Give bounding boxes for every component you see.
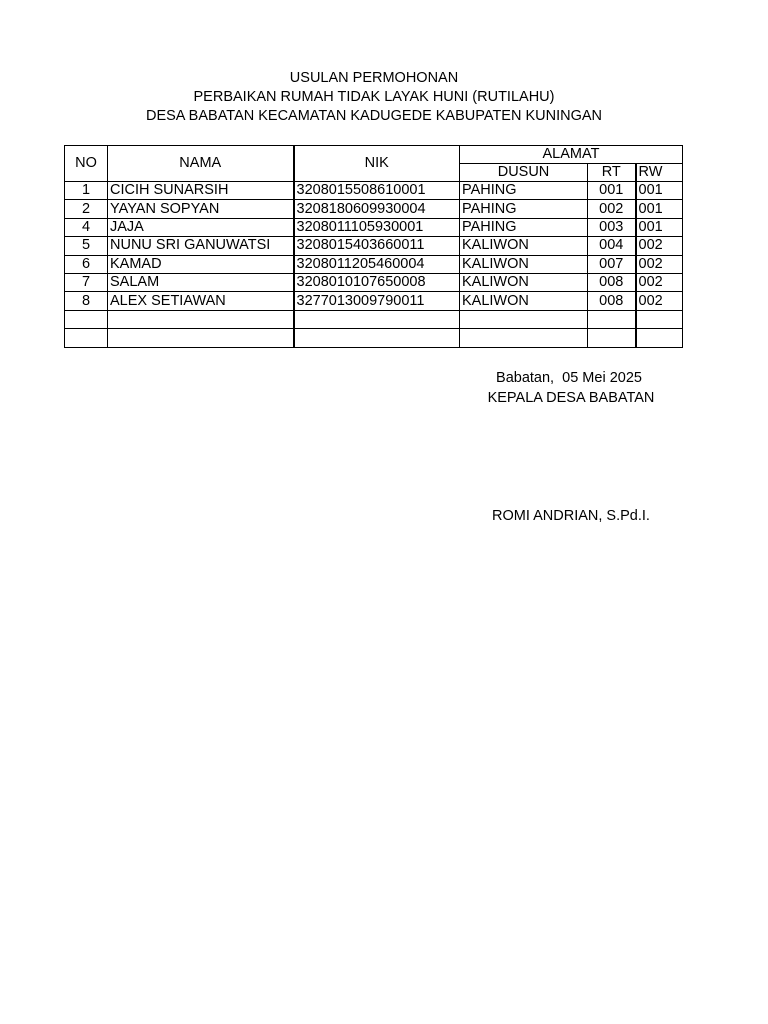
cell-nik: 3208011105930001 [294, 218, 460, 236]
cell-no [65, 329, 108, 347]
cell-nik: 3277013009790011 [294, 292, 460, 310]
cell-nik [294, 329, 460, 347]
cell-rt [588, 329, 636, 347]
cell-dusun: KALIWON [460, 273, 588, 291]
cell-dusun: KALIWON [460, 255, 588, 273]
cell-nik: 3208010107650008 [294, 273, 460, 291]
cell-dusun: PAHING [460, 182, 588, 200]
cell-nama: KAMAD [108, 255, 294, 273]
cell-dusun: PAHING [460, 200, 588, 218]
cell-nama: SALAM [108, 273, 294, 291]
col-header-rt: RT [588, 164, 636, 182]
cell-nama: YAYAN SOPYAN [108, 200, 294, 218]
table-row [65, 218, 683, 236]
col-header-nik: NIK [294, 146, 460, 182]
cell-no [65, 310, 108, 328]
cell-rw: 001 [636, 200, 683, 218]
cell-no: 2 [65, 200, 108, 218]
cell-rt: 003 [588, 218, 636, 236]
cell-rw: 002 [636, 292, 683, 310]
table-row [65, 310, 683, 328]
table-row [65, 182, 683, 200]
col-header-rw: RW [636, 164, 683, 182]
applicant-table [64, 145, 683, 348]
signature-position: KEPALA DESA BABATAN [487, 390, 655, 406]
cell-rw [636, 329, 683, 347]
table-row [65, 255, 683, 273]
cell-rt: 004 [588, 237, 636, 255]
cell-rw: 001 [636, 218, 683, 236]
cell-nama: ALEX SETIAWAN [108, 292, 294, 310]
header-title: USULAN PERMOHONAN [289, 70, 459, 86]
cell-dusun: KALIWON [460, 292, 588, 310]
cell-rw: 002 [636, 237, 683, 255]
cell-rt: 007 [588, 255, 636, 273]
cell-rt [588, 310, 636, 328]
cell-no: 1 [65, 182, 108, 200]
header-location: DESA BABATAN KECAMATAN KADUGEDE KABUPATEN KUNINGAN [145, 108, 603, 124]
cell-no: 8 [65, 292, 108, 310]
document-header [0, 69, 748, 126]
signature-place-date: Babatan, 05 Mei 2025 [496, 370, 642, 386]
cell-nama [108, 329, 294, 347]
cell-rw [636, 310, 683, 328]
header-subtitle: PERBAIKAN RUMAH TIDAK LAYAK HUNI (RUTILAHU) [193, 89, 555, 105]
cell-nik: 3208015508610001 [294, 182, 460, 200]
cell-nama: JAJA [108, 218, 294, 236]
cell-no: 7 [65, 273, 108, 291]
signature-name: ROMI ANDRIAN, S.Pd.I. [492, 508, 650, 524]
cell-rt: 002 [588, 200, 636, 218]
cell-dusun: KALIWON [460, 237, 588, 255]
col-header-no: NO [65, 146, 108, 182]
cell-nik: 3208011205460004 [294, 255, 460, 273]
col-header-nama: NAMA [108, 146, 294, 182]
table-row [65, 329, 683, 347]
table-header-row [65, 146, 683, 164]
cell-no: 4 [65, 218, 108, 236]
table-row [65, 273, 683, 291]
col-header-dusun: DUSUN [460, 164, 588, 182]
col-header-alamat: ALAMAT [460, 146, 683, 164]
cell-rt: 008 [588, 292, 636, 310]
cell-nama: NUNU SRI GANUWATSI [108, 237, 294, 255]
cell-rt: 001 [588, 182, 636, 200]
table-row [65, 292, 683, 310]
cell-rw: 002 [636, 255, 683, 273]
cell-no: 6 [65, 255, 108, 273]
cell-nik: 3208015403660011 [294, 237, 460, 255]
cell-nama: CICIH SUNARSIH [108, 182, 294, 200]
cell-nik: 3208180609930004 [294, 200, 460, 218]
cell-nik [294, 310, 460, 328]
cell-rw: 001 [636, 182, 683, 200]
cell-dusun [460, 329, 588, 347]
cell-rw: 002 [636, 273, 683, 291]
cell-dusun [460, 310, 588, 328]
table-row [65, 237, 683, 255]
cell-no: 5 [65, 237, 108, 255]
cell-rt: 008 [588, 273, 636, 291]
cell-dusun: PAHING [460, 218, 588, 236]
table-row [65, 200, 683, 218]
cell-nama [108, 310, 294, 328]
